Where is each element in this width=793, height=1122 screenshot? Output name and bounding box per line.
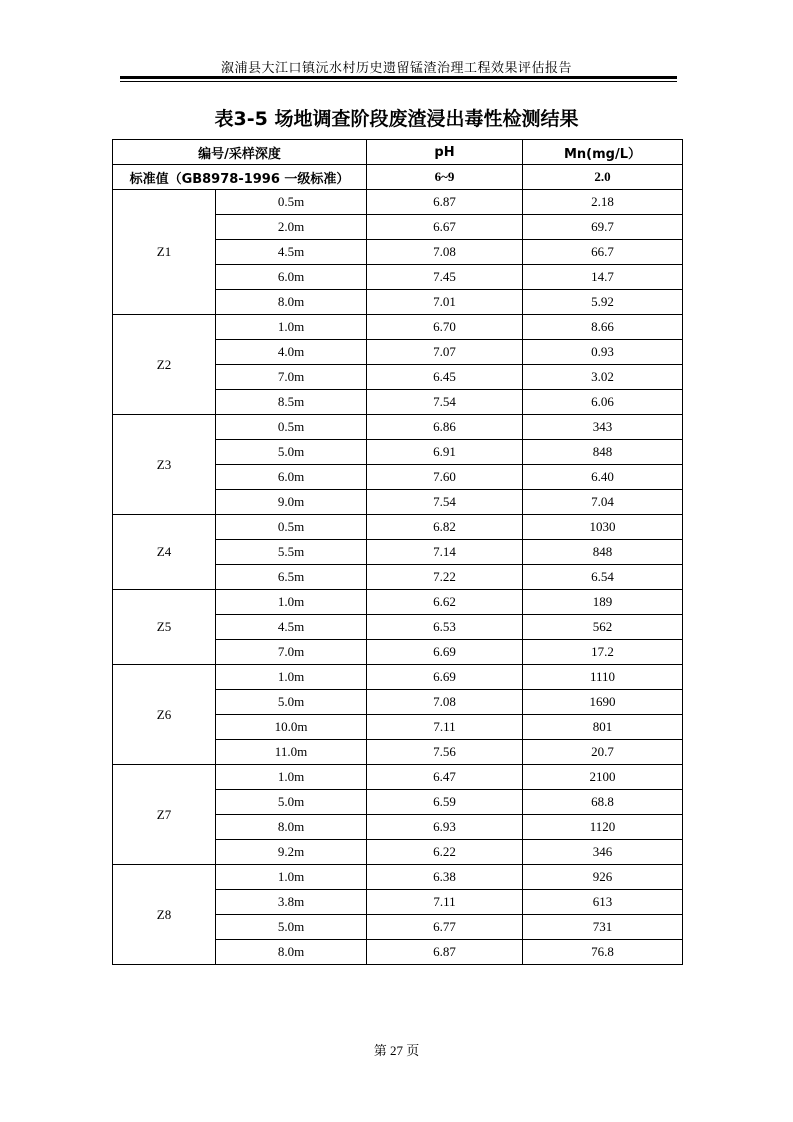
- mn-value: 0.93: [523, 340, 683, 365]
- ph-value: 6.69: [367, 665, 523, 690]
- ph-value: 7.08: [367, 240, 523, 265]
- sample-depth: 0.5m: [216, 415, 367, 440]
- ph-value: 6.67: [367, 215, 523, 240]
- standard-label: 标准值（GB8978-1996 一级标准）: [113, 165, 367, 190]
- ph-value: 6.47: [367, 765, 523, 790]
- sample-depth: 5.0m: [216, 690, 367, 715]
- standard-mn: 2.0: [523, 165, 683, 190]
- ph-value: 6.87: [367, 190, 523, 215]
- sample-depth: 11.0m: [216, 740, 367, 765]
- mn-value: 14.7: [523, 265, 683, 290]
- column-header-id-depth: 编号/采样深度: [113, 140, 367, 165]
- mn-value: 6.40: [523, 465, 683, 490]
- mn-value: 613: [523, 890, 683, 915]
- table-row: [113, 315, 683, 340]
- ph-value: 6.38: [367, 865, 523, 890]
- mn-value: 562: [523, 615, 683, 640]
- leaching-toxicity-table: [112, 139, 683, 965]
- mn-value: 7.04: [523, 490, 683, 515]
- ph-value: 7.45: [367, 265, 523, 290]
- sample-depth: 8.0m: [216, 290, 367, 315]
- sample-depth: 2.0m: [216, 215, 367, 240]
- mn-value: 20.7: [523, 740, 683, 765]
- table-row: [113, 415, 683, 440]
- sample-point-id: Z4: [113, 515, 216, 590]
- sample-depth: 4.5m: [216, 615, 367, 640]
- ph-value: 6.93: [367, 815, 523, 840]
- sample-depth: 1.0m: [216, 765, 367, 790]
- sample-depth: 9.0m: [216, 490, 367, 515]
- ph-value: 6.87: [367, 940, 523, 965]
- sample-depth: 4.0m: [216, 340, 367, 365]
- table-row: [113, 765, 683, 790]
- mn-value: 848: [523, 440, 683, 465]
- column-header-mn: Mn(mg/L）: [523, 140, 683, 165]
- column-header-ph: pH: [367, 140, 523, 165]
- ph-value: 6.62: [367, 590, 523, 615]
- sample-point-id: Z6: [113, 665, 216, 765]
- mn-value: 1690: [523, 690, 683, 715]
- ph-value: 7.22: [367, 565, 523, 590]
- ph-value: 6.70: [367, 315, 523, 340]
- ph-value: 7.56: [367, 740, 523, 765]
- sample-depth: 4.5m: [216, 240, 367, 265]
- mn-value: 343: [523, 415, 683, 440]
- table-row: [113, 665, 683, 690]
- sample-depth: 8.0m: [216, 815, 367, 840]
- sample-depth: 1.0m: [216, 590, 367, 615]
- sample-point-id: Z7: [113, 765, 216, 865]
- sample-depth: 5.5m: [216, 540, 367, 565]
- sample-depth: 0.5m: [216, 515, 367, 540]
- sample-point-id: Z8: [113, 865, 216, 965]
- mn-value: 189: [523, 590, 683, 615]
- ph-value: 6.59: [367, 790, 523, 815]
- sample-depth: 5.0m: [216, 440, 367, 465]
- sample-depth: 7.0m: [216, 365, 367, 390]
- sample-depth: 8.5m: [216, 390, 367, 415]
- mn-value: 1030: [523, 515, 683, 540]
- ph-value: 7.54: [367, 390, 523, 415]
- header-rule-thin: [120, 81, 677, 82]
- sample-depth: 5.0m: [216, 915, 367, 940]
- table-row: [113, 515, 683, 540]
- ph-value: 6.22: [367, 840, 523, 865]
- mn-value: 926: [523, 865, 683, 890]
- sample-depth: 6.0m: [216, 265, 367, 290]
- mn-value: 2100: [523, 765, 683, 790]
- sample-depth: 0.5m: [216, 190, 367, 215]
- standard-row: [113, 165, 683, 190]
- sample-depth: 8.0m: [216, 940, 367, 965]
- ph-value: 7.07: [367, 340, 523, 365]
- sample-depth: 6.0m: [216, 465, 367, 490]
- ph-value: 6.91: [367, 440, 523, 465]
- running-header: 溆浦县大江口镇沅水村历史遗留锰渣治理工程效果评估报告: [220, 60, 572, 75]
- ph-value: 6.45: [367, 365, 523, 390]
- mn-value: 5.92: [523, 290, 683, 315]
- ph-value: 6.77: [367, 915, 523, 940]
- ph-value: 7.60: [367, 465, 523, 490]
- mn-value: 17.2: [523, 640, 683, 665]
- ph-value: 7.54: [367, 490, 523, 515]
- mn-value: 1110: [523, 665, 683, 690]
- mn-value: 848: [523, 540, 683, 565]
- sample-depth: 1.0m: [216, 315, 367, 340]
- table-row: [113, 190, 683, 215]
- standard-ph: 6~9: [367, 165, 523, 190]
- sample-depth: 1.0m: [216, 665, 367, 690]
- table-row: [113, 865, 683, 890]
- mn-value: 76.8: [523, 940, 683, 965]
- mn-value: 8.66: [523, 315, 683, 340]
- header-rule-thick: [120, 76, 677, 79]
- sample-point-id: Z3: [113, 415, 216, 515]
- sample-depth: 9.2m: [216, 840, 367, 865]
- sample-depth: 6.5m: [216, 565, 367, 590]
- sample-depth: 5.0m: [216, 790, 367, 815]
- mn-value: 731: [523, 915, 683, 940]
- sample-depth: 1.0m: [216, 865, 367, 890]
- mn-value: 68.8: [523, 790, 683, 815]
- ph-value: 7.11: [367, 890, 523, 915]
- mn-value: 2.18: [523, 190, 683, 215]
- ph-value: 6.86: [367, 415, 523, 440]
- ph-value: 6.53: [367, 615, 523, 640]
- sample-depth: 7.0m: [216, 640, 367, 665]
- mn-value: 1120: [523, 815, 683, 840]
- ph-value: 7.14: [367, 540, 523, 565]
- mn-value: 346: [523, 840, 683, 865]
- mn-value: 3.02: [523, 365, 683, 390]
- sample-depth: 3.8m: [216, 890, 367, 915]
- mn-value: 69.7: [523, 215, 683, 240]
- ph-value: 7.08: [367, 690, 523, 715]
- table-title: 表3-5 场地调查阶段废渣浸出毒性检测结果: [214, 108, 579, 130]
- ph-value: 6.69: [367, 640, 523, 665]
- sample-point-id: Z1: [113, 190, 216, 315]
- mn-value: 801: [523, 715, 683, 740]
- table-row: [113, 590, 683, 615]
- mn-value: 66.7: [523, 240, 683, 265]
- page-number: 第 27 页: [373, 1043, 420, 1058]
- sample-point-id: Z2: [113, 315, 216, 415]
- table-header-row: [113, 140, 683, 165]
- sample-point-id: Z5: [113, 590, 216, 665]
- mn-value: 6.06: [523, 390, 683, 415]
- ph-value: 6.82: [367, 515, 523, 540]
- ph-value: 7.01: [367, 290, 523, 315]
- sample-depth: 10.0m: [216, 715, 367, 740]
- mn-value: 6.54: [523, 565, 683, 590]
- ph-value: 7.11: [367, 715, 523, 740]
